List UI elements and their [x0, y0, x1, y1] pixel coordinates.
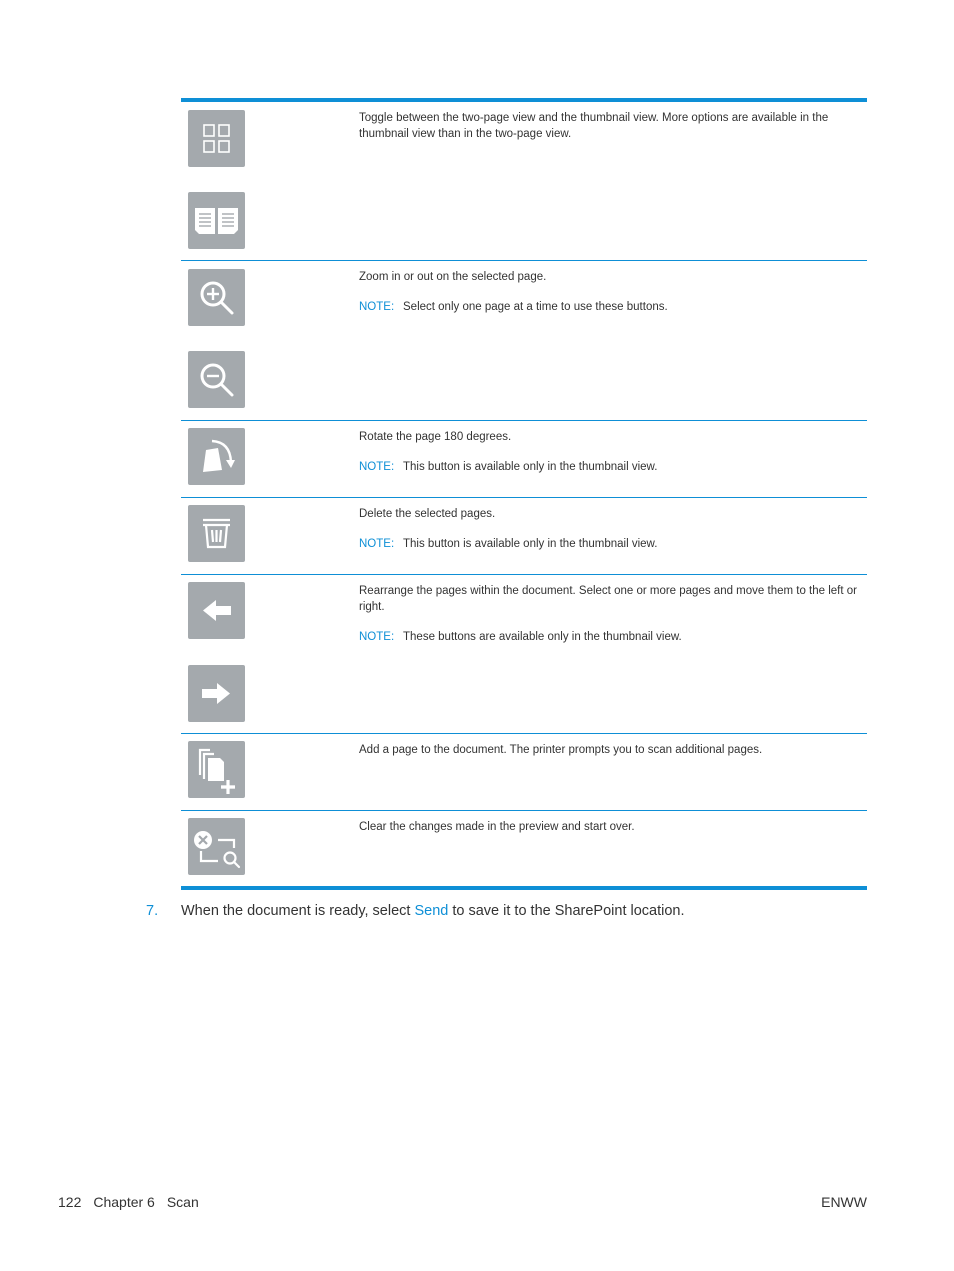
row-description	[359, 269, 864, 315]
footer-left	[58, 1194, 199, 1210]
clear-preview-icon[interactable]	[188, 818, 245, 875]
note-label: NOTE:	[359, 461, 395, 473]
description-text: Clear the changes made in the preview and start over.	[359, 821, 635, 833]
footer-right: ENWW	[821, 1194, 867, 1210]
chapter-label: Chapter 6	[93, 1194, 155, 1210]
arrow-right-icon[interactable]	[188, 665, 245, 722]
row-description	[359, 819, 864, 835]
note	[359, 299, 864, 315]
step-7	[146, 903, 685, 919]
description-text: Rotate the page 180 degrees.	[359, 431, 512, 443]
table-row	[181, 733, 867, 810]
note	[359, 459, 864, 475]
trash-icon[interactable]	[188, 505, 245, 562]
step-text-before: When the document is ready, select	[181, 903, 415, 919]
page-number: 122	[58, 1194, 82, 1210]
table-row	[181, 497, 867, 574]
table-row	[181, 420, 867, 497]
section-label: Scan	[166, 1194, 199, 1210]
row-description	[359, 110, 864, 142]
zoom-in-icon[interactable]	[188, 269, 245, 326]
note-text: This button is available only in the thumbnail view.	[403, 538, 658, 550]
step-number: 7.	[146, 903, 159, 919]
row-description	[359, 506, 864, 552]
note-label: NOTE:	[359, 631, 395, 643]
table-row	[181, 260, 867, 420]
description-text: Delete the selected pages.	[359, 508, 496, 520]
note-text: This button is available only in the thumbnail view.	[403, 461, 658, 473]
zoom-out-icon[interactable]	[188, 351, 245, 408]
table-bottom-rule	[181, 886, 867, 890]
step-text-after: to save it to the SharePoint location.	[448, 903, 685, 919]
rotate-icon[interactable]	[188, 428, 245, 485]
table-row	[181, 102, 867, 260]
description-text: Rearrange the pages within the document. Select one or more pages and move them to the left or right.	[359, 585, 857, 613]
note	[359, 536, 864, 552]
thumbnail-view-icon[interactable]	[188, 110, 245, 167]
description-text: Toggle between the two-page view and the thumbnail view. More options are available in the thumbnail view than in the two-page view.	[359, 112, 829, 140]
note-text: These buttons are available only in the thumbnail view.	[403, 631, 682, 643]
add-page-icon[interactable]	[188, 741, 245, 798]
note-label: NOTE:	[359, 538, 395, 550]
description-text: Zoom in or out on the selected page.	[359, 271, 547, 283]
description-text: Add a page to the document. The printer prompts you to scan additional pages.	[359, 744, 763, 756]
row-description	[359, 742, 864, 758]
row-description	[359, 429, 864, 475]
note	[359, 629, 864, 645]
arrow-left-icon[interactable]	[188, 582, 245, 639]
send-link[interactable]: Send	[414, 903, 449, 919]
two-page-view-icon[interactable]	[188, 192, 245, 249]
note-text: Select only one page at a time to use these buttons.	[403, 301, 668, 313]
button-reference-table	[181, 98, 867, 890]
table-row	[181, 810, 867, 886]
row-description	[359, 583, 864, 645]
note-label: NOTE:	[359, 301, 395, 313]
table-row	[181, 574, 867, 733]
